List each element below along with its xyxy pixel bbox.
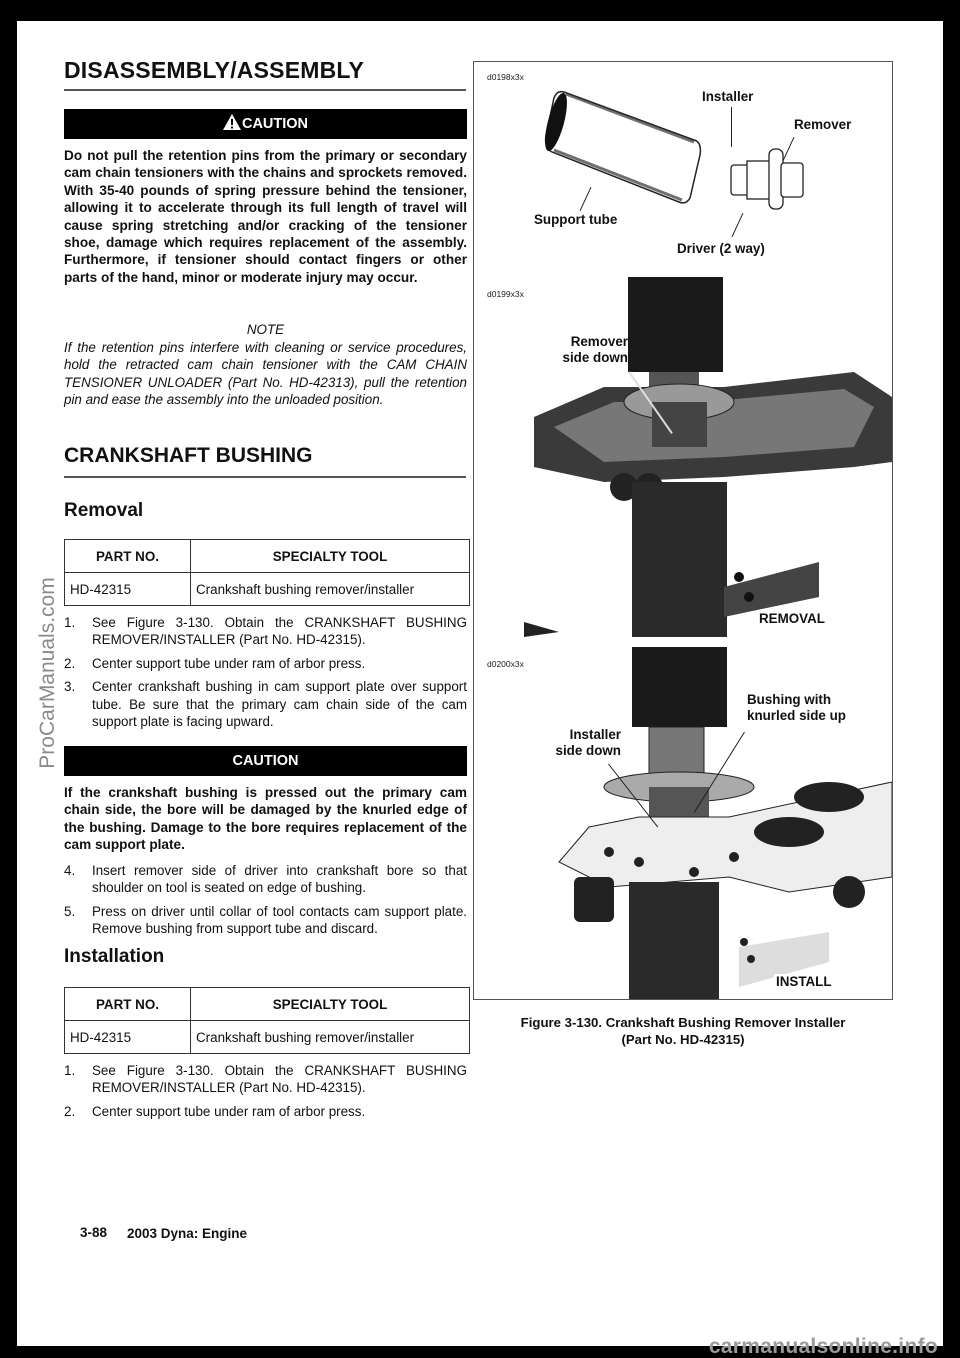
list-item	[64, 1062, 467, 1097]
installation-tool-table	[64, 987, 470, 1054]
step-text: Center support tube under ram of arbor press.	[92, 655, 366, 671]
caution-text-removal: If the crankshaft bushing is pressed out the primary cam chain side, the bore will be damaged by the knurled edge of the bushing. Damage to the bore requires replacement of the cam support plate.	[64, 785, 467, 853]
label-line: knurled side up	[747, 708, 846, 723]
caption-line-1: Figure 3-130. Crankshaft Bushing Remover Installer	[520, 1015, 846, 1030]
list-item	[64, 655, 467, 672]
figure-id: d0200x3x	[487, 659, 524, 669]
label-removal-stamp: REMOVAL	[759, 611, 825, 626]
list-item	[64, 614, 467, 649]
step-number: 1.	[64, 615, 76, 630]
label-install-stamp: INSTALL	[776, 974, 832, 989]
label-line: side down	[555, 743, 621, 758]
label-line: Installer	[569, 727, 621, 742]
step-text: See Figure 3-130. Obtain the CRANKSHAFT BUSHING REMOVER/INSTALLER (Part No. HD-42315).	[92, 1063, 467, 1096]
list-item	[64, 678, 467, 730]
list-item	[64, 862, 467, 897]
caution-label: CAUTION	[232, 753, 299, 769]
figure-id: d0198x3x	[487, 72, 524, 82]
figure-panel-tools	[474, 62, 892, 272]
step-text: Center support tube under ram of arbor press.	[92, 1103, 366, 1119]
installation-heading: Installation	[64, 946, 165, 967]
table-header-row	[65, 540, 470, 573]
header-part-no: PART NO.	[65, 988, 191, 1021]
watermark-left	[38, 541, 58, 811]
step-number: 1.	[64, 1063, 76, 1078]
table-header-row	[65, 988, 470, 1021]
header-part-no: PART NO.	[65, 540, 191, 573]
header-specialty-tool: SPECIALTY TOOL	[191, 540, 470, 573]
caution-banner	[64, 109, 467, 139]
figure-panel-removal	[474, 277, 892, 642]
step-number: 2.	[64, 655, 76, 671]
label-installer: Installer	[702, 89, 754, 104]
driver-illustration	[729, 147, 809, 212]
label-driver: Driver (2 way)	[677, 241, 765, 256]
figure-id: d0199x3x	[487, 289, 524, 299]
cell-tool-name: Crankshaft bushing remover/installer	[191, 573, 470, 606]
section-title: CRANKSHAFT BUSHING	[64, 444, 313, 467]
section-rule	[64, 476, 466, 478]
label-support-tube: Support tube	[534, 212, 618, 227]
caution-text: Do not pull the retention pins from the primary or secondary cam chain tensioners with the chains and sprockets removed. With 35-40 pounds of spring pressure behind the tensioner, allowing it to accelerate through its full length of travel will cause spring stretching and/or cracking of the tensioner shoe, damage which requires replacement of the assembly. Furthermore, if tensioner should contact fingers or other parts of the hand, minor or moderate injury may occur.	[64, 148, 467, 285]
leader-line	[732, 213, 744, 237]
step-number: 5.	[64, 903, 76, 919]
removal-steps-b	[64, 862, 467, 944]
label-bushing-knurled	[747, 692, 846, 724]
removal-photo	[524, 277, 892, 639]
step-text: Press on driver until collar of tool contacts cam support plate. Remove bushing from support tube and discard.	[92, 903, 467, 937]
label-remover: Remover	[794, 117, 852, 132]
cell-tool-name: Crankshaft bushing remover/installer	[191, 1021, 470, 1054]
note-label: NOTE	[246, 322, 285, 337]
label-line: side down	[562, 350, 628, 365]
label-line: Remover	[570, 334, 628, 349]
caution-label: CAUTION	[241, 116, 309, 132]
table-row	[65, 1021, 470, 1054]
caption-line-2: (Part No. HD-42315)	[621, 1032, 745, 1047]
support-tube-illustration	[544, 80, 704, 205]
table-row	[65, 573, 470, 606]
page-heading: DISASSEMBLY/ASSEMBLY	[64, 57, 365, 83]
watermark-bottom: carmanualsonline.info	[708, 1335, 938, 1358]
removal-steps-a	[64, 614, 467, 736]
label-installer-side-down	[529, 727, 621, 759]
figure-panel-install	[474, 647, 892, 999]
step-number: 3.	[64, 679, 76, 695]
manual-page	[17, 21, 943, 1346]
label-line: Bushing with	[747, 692, 832, 707]
leader-line	[731, 107, 732, 147]
step-number: 2.	[64, 1103, 76, 1119]
figure-caption	[473, 1014, 893, 1048]
watermark-text: ProCarManuals.com	[36, 577, 59, 769]
list-item	[64, 903, 467, 938]
step-text: Insert remover side of driver into crankshaft bore so that shoulder on tool is seated on edge of bushing.	[92, 863, 467, 896]
step-number: 4.	[64, 863, 76, 878]
installation-steps	[64, 1062, 467, 1126]
step-text: Center crankshaft bushing in cam support plate over support tube. Be sure that the primary cam chain side of the cam support plate is facing upward.	[92, 679, 467, 730]
header-specialty-tool: SPECIALTY TOOL	[191, 988, 470, 1021]
list-item	[64, 1103, 467, 1120]
heading-rule	[64, 89, 466, 91]
figure-3-130	[473, 61, 893, 1000]
caution-banner-removal	[64, 746, 467, 776]
removal-tool-table	[64, 539, 470, 606]
note-text: If the retention pins interfere with cleaning or service procedures, hold the retracted cam chain tensioner with the CAM CHAIN TENSIONER UNLOADER (Part No. HD-42313), pull the retention pin and ease the assembly into the unloaded position.	[64, 340, 467, 408]
footer-title: 2003 Dyna: Engine	[127, 1226, 248, 1241]
removal-heading: Removal	[64, 500, 144, 521]
footer-page-number: 3-88	[80, 1225, 108, 1240]
step-text: See Figure 3-130. Obtain the CRANKSHAFT BUSHING REMOVER/INSTALLER (Part No. HD-42315).	[92, 615, 467, 648]
label-remover-side-down	[538, 334, 628, 366]
warning-triangle-icon	[223, 111, 241, 141]
cell-part-no: HD-42315	[65, 1021, 191, 1054]
cell-part-no: HD-42315	[65, 573, 191, 606]
